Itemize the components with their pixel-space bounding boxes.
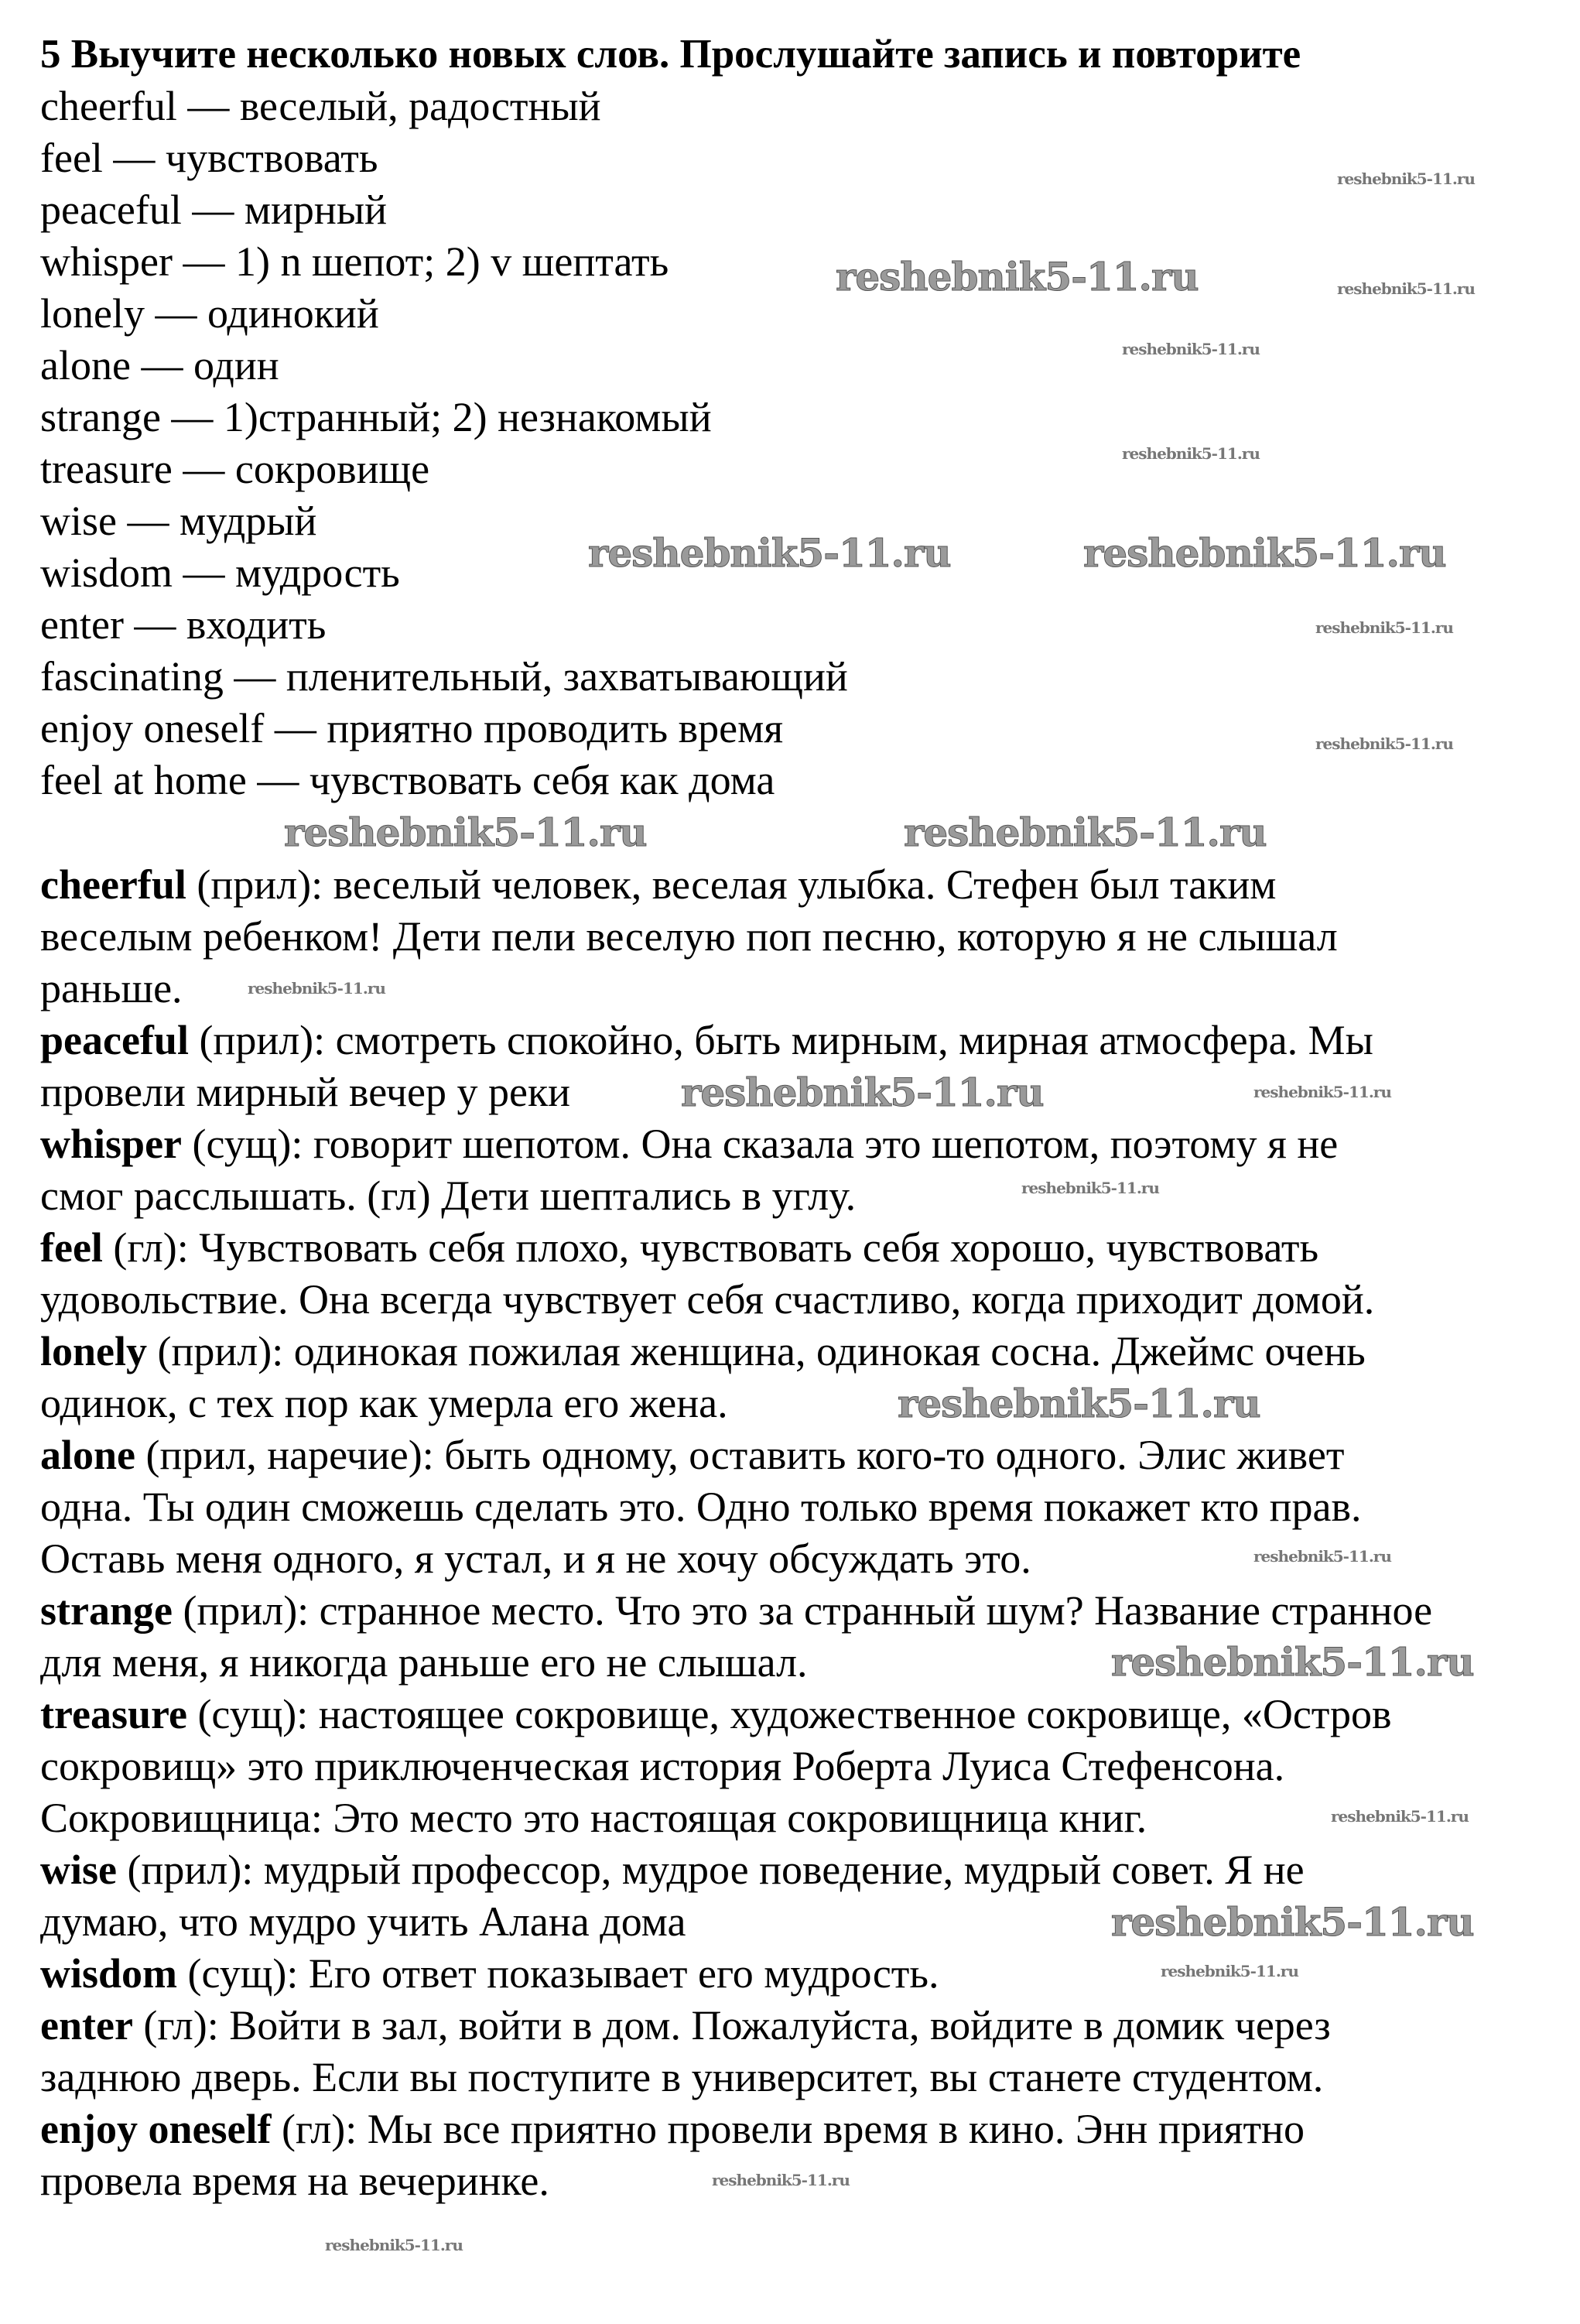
example-term: treasure <box>40 1691 187 1737</box>
watermark: reshebnik5-11.ru <box>1083 530 1446 576</box>
example-line <box>40 2052 1323 2103</box>
example-line <box>40 1585 1432 1637</box>
example-text: (гл): Мы все приятно провели время в кино. Энн приятно <box>271 2106 1305 2152</box>
watermark: reshebnik5-11.ru <box>248 979 385 998</box>
example-line <box>40 1896 686 1948</box>
watermark: reshebnik5-11.ru <box>1021 1179 1159 1197</box>
watermark: reshebnik5-11.ru <box>898 1381 1260 1426</box>
example-text: (гл): Чувствовать себя плохо, чувствовать себя хорошо, чувствовать <box>102 1224 1319 1271</box>
watermark: reshebnik5-11.ru <box>712 2171 850 2189</box>
example-line <box>40 1844 1305 1896</box>
vocabulary-item: lonely — одинокий <box>40 290 379 337</box>
example-text: (прил, наречие): быть одному, оставить кого-то одного. Элис живет <box>135 1432 1345 1478</box>
watermark: reshebnik5-11.ru <box>836 254 1199 299</box>
example-line <box>40 1222 1318 1274</box>
watermark: reshebnik5-11.ru <box>1337 279 1475 298</box>
example-text: провели мирный вечер у реки <box>40 1069 571 1115</box>
watermark: reshebnik5-11.ru <box>1122 340 1260 358</box>
example-term: whisper <box>40 1121 183 1167</box>
example-text: (прил): странное место. Что это за странный шум? Название странное <box>172 1587 1433 1634</box>
example-text: одинок, с тех пор как умерла его жена. <box>40 1380 728 1426</box>
watermark: reshebnik5-11.ru <box>1331 1807 1469 1826</box>
example-term: cheerful <box>40 861 186 908</box>
example-line <box>40 1378 728 1429</box>
vocabulary-item: cheerful — веселый, радостный <box>40 83 601 129</box>
watermark: reshebnik5-11.ru <box>1253 1547 1391 1566</box>
watermark: reshebnik5-11.ru <box>1253 1083 1391 1101</box>
example-line <box>40 1481 1361 1533</box>
vocabulary-item: peaceful — мирный <box>40 187 388 233</box>
watermark: reshebnik5-11.ru <box>1111 1899 1474 1945</box>
example-term: lonely <box>40 1328 148 1374</box>
example-line <box>40 859 1276 911</box>
example-line <box>40 1637 808 1689</box>
watermark: reshebnik5-11.ru <box>1315 734 1453 753</box>
example-line <box>40 1274 1374 1326</box>
example-text: Сокровищница: Это место это настоящая сокровищница книг. <box>40 1795 1147 1841</box>
watermark: reshebnik5-11.ru <box>681 1070 1044 1115</box>
example-term: feel <box>40 1224 103 1271</box>
watermark: reshebnik5-11.ru <box>1161 1962 1298 1980</box>
vocabulary-item: whisper — 1) n шепот; 2) v шептать <box>40 238 669 285</box>
vocabulary-item: enter — входить <box>40 601 327 648</box>
example-line <box>40 1066 570 1118</box>
vocabulary-item: alone — один <box>40 342 279 388</box>
example-text: сокровищ» это приключенческая история Роберта Луиса Стефенсона. <box>40 1743 1285 1789</box>
example-line <box>40 1792 1147 1844</box>
example-text: (прил): мудрый профессор, мудрое поведение, мудрый совет. Я не <box>116 1847 1305 1893</box>
example-text: (гл): Войти в зал, войти в дом. Пожалуйста, войдите в домик через <box>132 2002 1331 2048</box>
watermark: reshebnik5-11.ru <box>284 809 647 855</box>
example-text: раньше. <box>40 965 183 1011</box>
example-line <box>40 1429 1344 1481</box>
example-line <box>40 2103 1305 2155</box>
example-term: peaceful <box>40 1017 189 1063</box>
example-line <box>40 911 1338 963</box>
vocabulary-item: fascinating — пленительный, захватывающий <box>40 653 848 700</box>
example-line <box>40 1533 1031 1585</box>
example-line <box>40 1326 1366 1378</box>
example-line <box>40 2155 549 2207</box>
example-text: удовольствие. Она всегда чувствует себя счастливо, когда приходит домой. <box>40 1276 1375 1323</box>
vocabulary-item: wisdom — мудрость <box>40 549 400 596</box>
example-text: (прил): одинокая пожилая женщина, одинокая сосна. Джеймс очень <box>147 1328 1366 1374</box>
vocabulary-item: feel — чувствовать <box>40 135 378 181</box>
example-text: одна. Ты один сможешь сделать это. Одно только время покажет кто прав. <box>40 1484 1362 1530</box>
vocabulary-item: strange — 1)странный; 2) незнакомый <box>40 394 712 440</box>
example-text: думаю, что мудро учить Алана дома <box>40 1898 686 1945</box>
example-text: (сущ): настоящее сокровище, художественное сокровище, «Остров <box>186 1691 1392 1737</box>
exercise-title: 5 Выучите несколько новых слов. Прослушайте запись и повторите <box>40 32 1301 77</box>
vocabulary-item: treasure — сокровище <box>40 446 430 492</box>
watermark: reshebnik5-11.ru <box>1337 169 1475 188</box>
example-term: strange <box>40 1587 173 1634</box>
example-term: enjoy oneself <box>40 2106 272 2152</box>
example-line <box>40 2000 1331 2052</box>
example-line <box>40 1170 856 1222</box>
example-line <box>40 1118 1338 1170</box>
example-text: веселым ребенком! Дети пели веселую поп песню, которую я не слышал <box>40 913 1338 960</box>
example-text: смог расслышать. (гл) Дети шептались в углу. <box>40 1172 857 1219</box>
example-term: wisdom <box>40 1950 178 1997</box>
watermark: reshebnik5-11.ru <box>904 809 1267 855</box>
example-line <box>40 1015 1373 1066</box>
example-line <box>40 1948 939 2000</box>
watermark: reshebnik5-11.ru <box>1122 444 1260 463</box>
watermark: reshebnik5-11.ru <box>1315 618 1453 637</box>
watermark: reshebnik5-11.ru <box>588 530 951 576</box>
example-term: alone <box>40 1432 136 1478</box>
example-line <box>40 963 183 1015</box>
example-text: для меня, я никогда раньше его не слышал. <box>40 1639 808 1686</box>
example-line <box>40 1689 1392 1740</box>
example-text: (сущ): говорит шепотом. Она сказала это шепотом, поэтому я не <box>182 1121 1339 1167</box>
example-text: Оставь меня одного, я устал, и я не хочу обсуждать это. <box>40 1535 1031 1582</box>
example-text: провела время на вечеринке. <box>40 2158 549 2204</box>
vocabulary-item: feel at home — чувствовать себя как дома <box>40 757 775 803</box>
vocabulary-item: enjoy oneself — приятно проводить время <box>40 705 784 751</box>
example-line <box>40 1740 1284 1792</box>
example-text: (сущ): Его ответ показывает его мудрость. <box>177 1950 939 1997</box>
watermark: reshebnik5-11.ru <box>1111 1639 1474 1685</box>
example-text: заднюю дверь. Если вы поступите в университет, вы станете студентом. <box>40 2054 1324 2100</box>
example-term: enter <box>40 2002 133 2048</box>
vocabulary-item: wise — мудрый <box>40 498 317 544</box>
watermark: reshebnik5-11.ru <box>325 2236 463 2254</box>
example-text: (прил): смотреть спокойно, быть мирным, мирная атмосфера. Мы <box>188 1017 1373 1063</box>
example-text: (прил): веселый человек, веселая улыбка. Стефен был таким <box>186 861 1277 908</box>
example-term: wise <box>40 1847 117 1893</box>
